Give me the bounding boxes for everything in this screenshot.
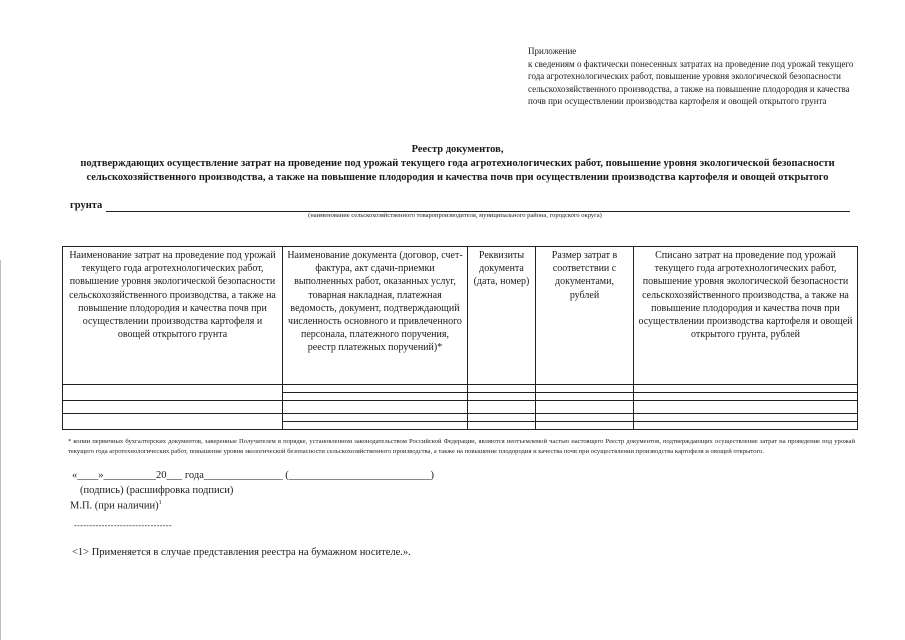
- header-document-name: Наименование документа (договор, счет-фактура, акт сдачи-приемки выполненных работ, оказанных услуг, товарная накладная, платежная ведомость, документ, подтверждающий численность основного и привлеченного персонала, платежного поручения, реестр платежных поручений)*: [283, 247, 468, 385]
- header-document-details: Реквизиты документа (дата, номер): [468, 247, 536, 385]
- table-cell[interactable]: [634, 393, 858, 401]
- title-line-2: подтверждающих осуществление затрат на проведение под урожай текущего года агротехнологических работ, повышение уровня экологической безопасности сельскохозяйственного производства, а также на повышение плодородия и качества почв при осуществлении производства картофеля и овощей открытого: [80, 158, 835, 183]
- header-written-off: Списано затрат на проведение под урожай текущего года агротехнологических работ, повышение уровня экологической безопасности сельскохозяйственного производства, а также на повышение плодородия и качества почв при осуществлении производства картофеля и овощей открытого грунта, рублей: [634, 247, 858, 385]
- page-edge-line: [0, 260, 1, 640]
- registry-table: [62, 246, 858, 430]
- table-cell[interactable]: [468, 385, 536, 393]
- table-cell[interactable]: [283, 422, 468, 430]
- table-cell[interactable]: [283, 393, 468, 401]
- header-cost-amount: Размер затрат в соответствии с документами, рублей: [536, 247, 634, 385]
- stamp-line: [70, 500, 162, 512]
- table-cell[interactable]: [536, 385, 634, 393]
- table-cell[interactable]: [536, 414, 634, 422]
- header-cost-name: Наименование затрат на проведение под урожай текущего года агротехнологических работ, повышение уровня экологической безопасности сельскохозяйственного производства, а также на повышение плодородия и качества почв при осуществлении производства картофеля и овощей открытого грунта: [63, 247, 283, 385]
- producer-name-caption: (наименование сельскохозяйственного товаропроизводителя, муниципального района, городского округа): [308, 212, 602, 219]
- footnote-divider: --------------------------------: [74, 521, 173, 530]
- table-cell[interactable]: [634, 401, 858, 414]
- paper-carrier-note: <1> Применяется в случае представления реестра на бумажном носителе.».: [72, 547, 411, 558]
- table-row: [63, 401, 858, 414]
- document-title: [40, 143, 875, 185]
- table-cell[interactable]: [634, 422, 858, 430]
- table-cell[interactable]: [283, 401, 468, 414]
- signature-labels: (подпись) (расшифровка подписи): [80, 485, 234, 496]
- stamp-label: М.П. (при наличии): [70, 500, 159, 512]
- footnote: * копии первичных бухгалтерских документов, заверенные Получателем в порядке, установленном законодательством Российской Федерации, являются неотъемлемой частью настоящего Реестр документов, подтверждающих осуществление затрат на проведение под урожай текущего года агротехнологических работ, повышение уровня экологической безопасности сельскохозяйственного производства, а также на повышение плодородия и качества почв при осуществлении производства картофеля и овощей открытого.: [68, 438, 855, 456]
- appendix-heading: Приложение: [528, 46, 577, 56]
- table-row: [63, 414, 858, 422]
- stamp-footnote-ref: 1: [158, 500, 162, 506]
- table-cell[interactable]: [634, 385, 858, 393]
- appendix-block: [528, 45, 858, 108]
- table-cell[interactable]: [536, 393, 634, 401]
- table-cell[interactable]: [283, 414, 468, 422]
- table-header-row: [63, 247, 858, 385]
- table-cell[interactable]: [283, 385, 468, 393]
- table-cell[interactable]: [536, 401, 634, 414]
- table-cell[interactable]: [468, 414, 536, 422]
- signature-date-line: «____»__________20___ года_______________ (___________________________): [72, 470, 434, 481]
- table-row: [63, 385, 858, 393]
- table-cell[interactable]: [63, 414, 283, 430]
- table-cell[interactable]: [536, 422, 634, 430]
- table-cell[interactable]: [63, 385, 283, 401]
- grunta-label: грунта: [70, 200, 103, 211]
- table-cell[interactable]: [468, 393, 536, 401]
- title-line-1: Реестр документов,: [411, 144, 504, 155]
- table-cell[interactable]: [468, 422, 536, 430]
- appendix-text: к сведениям о фактически понесенных затратах на проведение под урожай текущего года агротехнологических работ, повышение уровня экологической безопасности сельскохозяйственного производства, а также на повышение плодородия и качества почв при осуществлении производства картофеля и овощей открытого грунта: [528, 58, 854, 107]
- table-cell[interactable]: [63, 401, 283, 414]
- table-cell[interactable]: [468, 401, 536, 414]
- table-cell[interactable]: [634, 414, 858, 422]
